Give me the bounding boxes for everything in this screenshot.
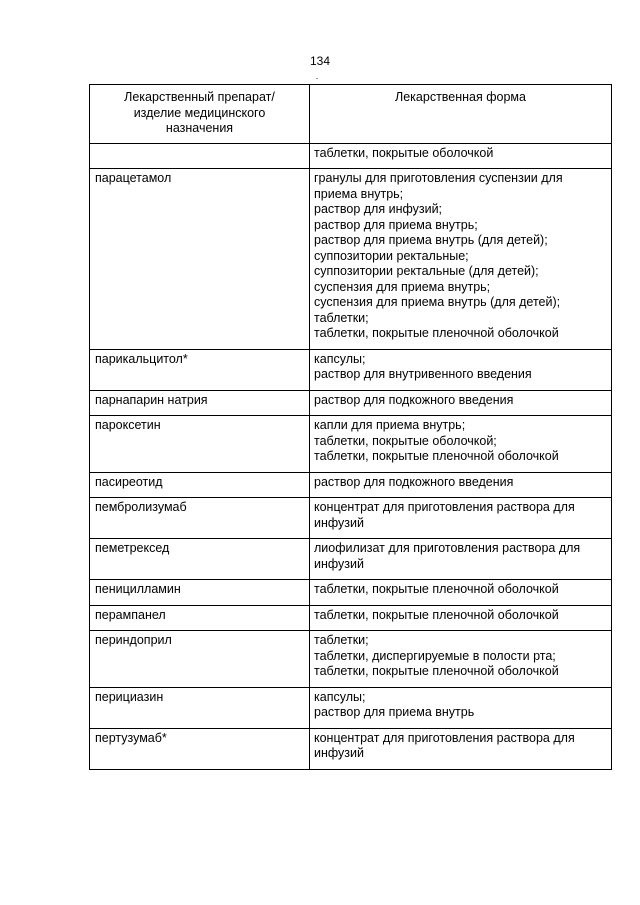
drug-name-cell: пембролизумаб [90,498,310,539]
table-row [90,498,612,539]
dosage-form-line: суппозитории ректальные (для детей); [314,264,539,278]
dosage-form-cell [310,687,612,728]
header-form [310,85,612,144]
table-row [90,605,612,631]
drug-name-cell: пасиреотид [90,472,310,498]
dosage-form-cell [310,472,612,498]
dosage-form-line: раствор для инфузий; [314,202,443,216]
table-row [90,687,612,728]
table-header-row [90,85,612,144]
dosage-form-line: таблетки, покрытые оболочкой; [314,433,497,448]
table-row [90,143,612,169]
dosage-form-line: капсулы; [314,351,366,366]
header-drug-line: назначения [165,121,234,135]
dosage-form-line: инфузий [314,556,364,571]
drug-name-cell: парацетамол [90,169,310,350]
dosage-form-line: раствор для приема внутрь [314,705,475,719]
drug-name-cell: перициазин [90,687,310,728]
dosage-form-cell [310,580,612,606]
dosage-form-cell [310,605,612,631]
drug-name-cell: пеницилламин [90,580,310,606]
table-row [90,539,612,580]
dosage-form-line: капсулы; [314,689,366,704]
drug-name-cell: пароксетин [90,416,310,473]
dosage-form-line: раствор для приема внутрь (для детей); [314,233,548,247]
header-form-line: Лекарственная форма [395,90,526,104]
header-drug-line: Лекарственный препарат/ [124,90,275,104]
header-drug [90,85,310,144]
dosage-form-cell [310,169,612,350]
dosage-form-line: таблетки; [314,633,369,647]
dosage-form-cell [310,631,612,688]
dosage-form-line: таблетки, покрытые оболочкой [314,145,494,160]
dosage-form-line: таблетки, покрытые пленочной оболочкой [314,664,559,678]
dosage-form-line: суспензия для приема внутрь (для детей); [314,295,561,309]
table-row [90,416,612,473]
dosage-form-line: капли для приема внутрь; [314,418,466,432]
dosage-form-cell [310,143,612,169]
dosage-form-cell [310,498,612,539]
dosage-form-line: суппозитории ректальные; [314,248,469,263]
dosage-form-line: лиофилизат для приготовления раствора для [314,541,581,555]
dosage-form-cell [310,416,612,473]
page-mark [316,78,318,79]
table-row [90,390,612,416]
dosage-form-cell [310,349,612,390]
table-body [90,143,612,769]
dosage-form-line: гранулы для приготовления суспензии для [314,171,563,185]
dosage-form-line: раствор для подкожного введения [314,392,514,407]
dosage-form-line: раствор для внутривенного введения [314,367,532,381]
table-row [90,349,612,390]
dosage-form-line: таблетки, покрытые пленочной оболочкой [314,582,559,596]
dosage-form-line: концентрат для приготовления раствора для [314,500,575,514]
dosage-form-line: таблетки, покрытые пленочной оболочкой [314,449,559,463]
dosage-form-line: инфузий [314,746,364,760]
dosage-form-cell [310,728,612,769]
dosage-form-line: суспензия для приема внутрь; [314,279,491,294]
dosage-form-line: раствор для подкожного введения [314,474,514,489]
drug-name-cell: парнапарин натрия [90,390,310,416]
dosage-form-cell [310,390,612,416]
drug-name-cell: перампанел [90,605,310,631]
dosage-form-line: приема внутрь; [314,186,404,201]
drug-form-table [89,84,612,770]
dosage-form-line: раствор для приема внутрь; [314,217,478,232]
dosage-form-line: таблетки; [314,310,369,325]
dosage-form-line: таблетки, покрытые пленочной оболочкой [314,607,559,622]
header-drug-line: изделие медицинского [133,105,266,120]
table-row [90,728,612,769]
dosage-form-cell [310,539,612,580]
table-row [90,580,612,606]
table-row [90,169,612,350]
dosage-form-line: таблетки, покрытые пленочной оболочкой [314,326,559,340]
drug-name-cell [90,143,310,169]
drug-name-cell: парикальцитол* [90,349,310,390]
table-row [90,472,612,498]
drug-name-cell: пеметрексед [90,539,310,580]
drug-name-cell: пертузумаб* [90,728,310,769]
dosage-form-line: инфузий [314,515,364,530]
table-row [90,631,612,688]
dosage-form-line: таблетки, диспергируемые в полости рта; [314,648,556,663]
drug-name-cell: периндоприл [90,631,310,688]
dosage-form-line: концентрат для приготовления раствора для [314,730,575,745]
page-number: 134 [309,54,331,68]
